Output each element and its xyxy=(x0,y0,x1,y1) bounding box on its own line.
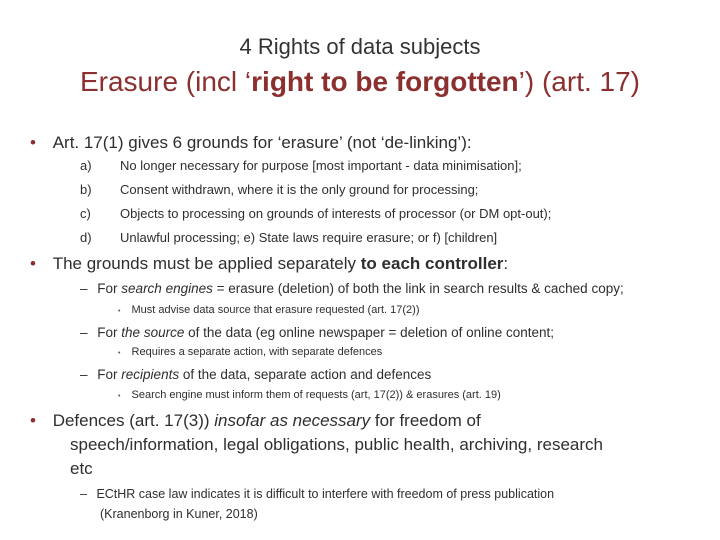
bullet-2-text-post: : xyxy=(503,254,509,273)
small-bullet: • xyxy=(118,308,121,315)
bullet-dot: • xyxy=(30,411,36,430)
bullet-1-text: Art. 17(1) gives 6 grounds for ‘erasure’ (not ‘de-linking’): xyxy=(52,133,472,152)
bullet-3-line-2: speech/information, legal obligations, public health, archiving, research xyxy=(70,435,603,454)
recipients-item xyxy=(80,367,431,382)
recipients-ital: recipients xyxy=(121,367,180,382)
ground-letter-c: c) xyxy=(80,206,91,221)
ground-letter-d: d) xyxy=(80,230,92,245)
bullet-2-text-bold: to each controller xyxy=(360,254,504,273)
search-engines-ital: search engines xyxy=(121,281,213,296)
bullet-3 xyxy=(30,411,481,431)
source-item xyxy=(80,325,554,340)
bullet-2-text-pre: The grounds must be applied separately xyxy=(52,254,361,273)
dash-char: – xyxy=(80,281,88,296)
search-engines-pre: For xyxy=(97,281,122,296)
source-post: of the data (eg online newspaper = deletion of online content; xyxy=(184,325,554,340)
ground-text-d: Unlawful processing; e) State laws require erasure; or f) [children] xyxy=(120,230,498,245)
ground-text-b: Consent withdrawn, where it is the only ground for processing; xyxy=(120,182,479,197)
dash-char: – xyxy=(80,367,88,382)
bullet-1 xyxy=(30,133,472,153)
recipients-post: of the data, separate action and defences xyxy=(179,367,432,382)
bullet-dot: • xyxy=(30,254,36,273)
bullet-dot: • xyxy=(30,133,36,152)
ground-letter-b: b) xyxy=(80,182,92,197)
title-text-bold: right to be forgotten xyxy=(251,66,519,97)
source-detail-text: Requires a separate action, with separate defences xyxy=(131,346,383,358)
slide-subtitle: 4 Rights of data subjects xyxy=(239,34,481,59)
search-engines-item xyxy=(80,281,624,296)
recipients-detail xyxy=(118,389,501,401)
small-bullet: • xyxy=(118,350,121,357)
source-pre: For xyxy=(97,325,122,340)
recipients-pre: For xyxy=(97,367,122,382)
bullet-3-post: for freedom of xyxy=(370,411,481,430)
bullet-3-line-3: etc xyxy=(70,459,93,478)
bullet-3-pre: Defences (art. 17(3)) xyxy=(52,411,215,430)
source-ital: the source xyxy=(121,325,185,340)
search-engines-detail xyxy=(118,304,420,316)
title-text-pre: Erasure (incl ‘ xyxy=(79,66,252,97)
dash-char: – xyxy=(80,487,87,501)
ground-text-c: Objects to processing on grounds of interests of processor (or DM opt-out); xyxy=(120,206,552,221)
bullet-3-ital: insofar as necessary xyxy=(214,411,371,430)
source-detail xyxy=(118,346,382,358)
bullet-2 xyxy=(30,254,508,274)
dash-char: – xyxy=(80,325,88,340)
slide-title xyxy=(0,66,720,98)
ecthr-line-2: (Kranenborg in Kuner, 2018) xyxy=(100,507,258,521)
title-text-post: ’) (art. 17) xyxy=(518,66,641,97)
ground-letter-a: a) xyxy=(80,158,92,173)
ecthr-line-1: ECtHR case law indicates it is difficult to interfere with freedom of press publication xyxy=(96,487,555,501)
ground-text-a: No longer necessary for purpose [most important - data minimisation]; xyxy=(120,158,522,173)
search-engines-post: = erasure (deletion) of both the link in search results & cached copy; xyxy=(212,281,624,296)
ecthr-item xyxy=(80,487,554,501)
recipients-detail-text: Search engine must inform them of requests (art, 17(2)) & erasures (art. 19) xyxy=(131,389,501,401)
small-bullet: • xyxy=(118,393,121,400)
search-engines-detail-text: Must advise data source that erasure requested (art. 17(2)) xyxy=(131,304,420,316)
